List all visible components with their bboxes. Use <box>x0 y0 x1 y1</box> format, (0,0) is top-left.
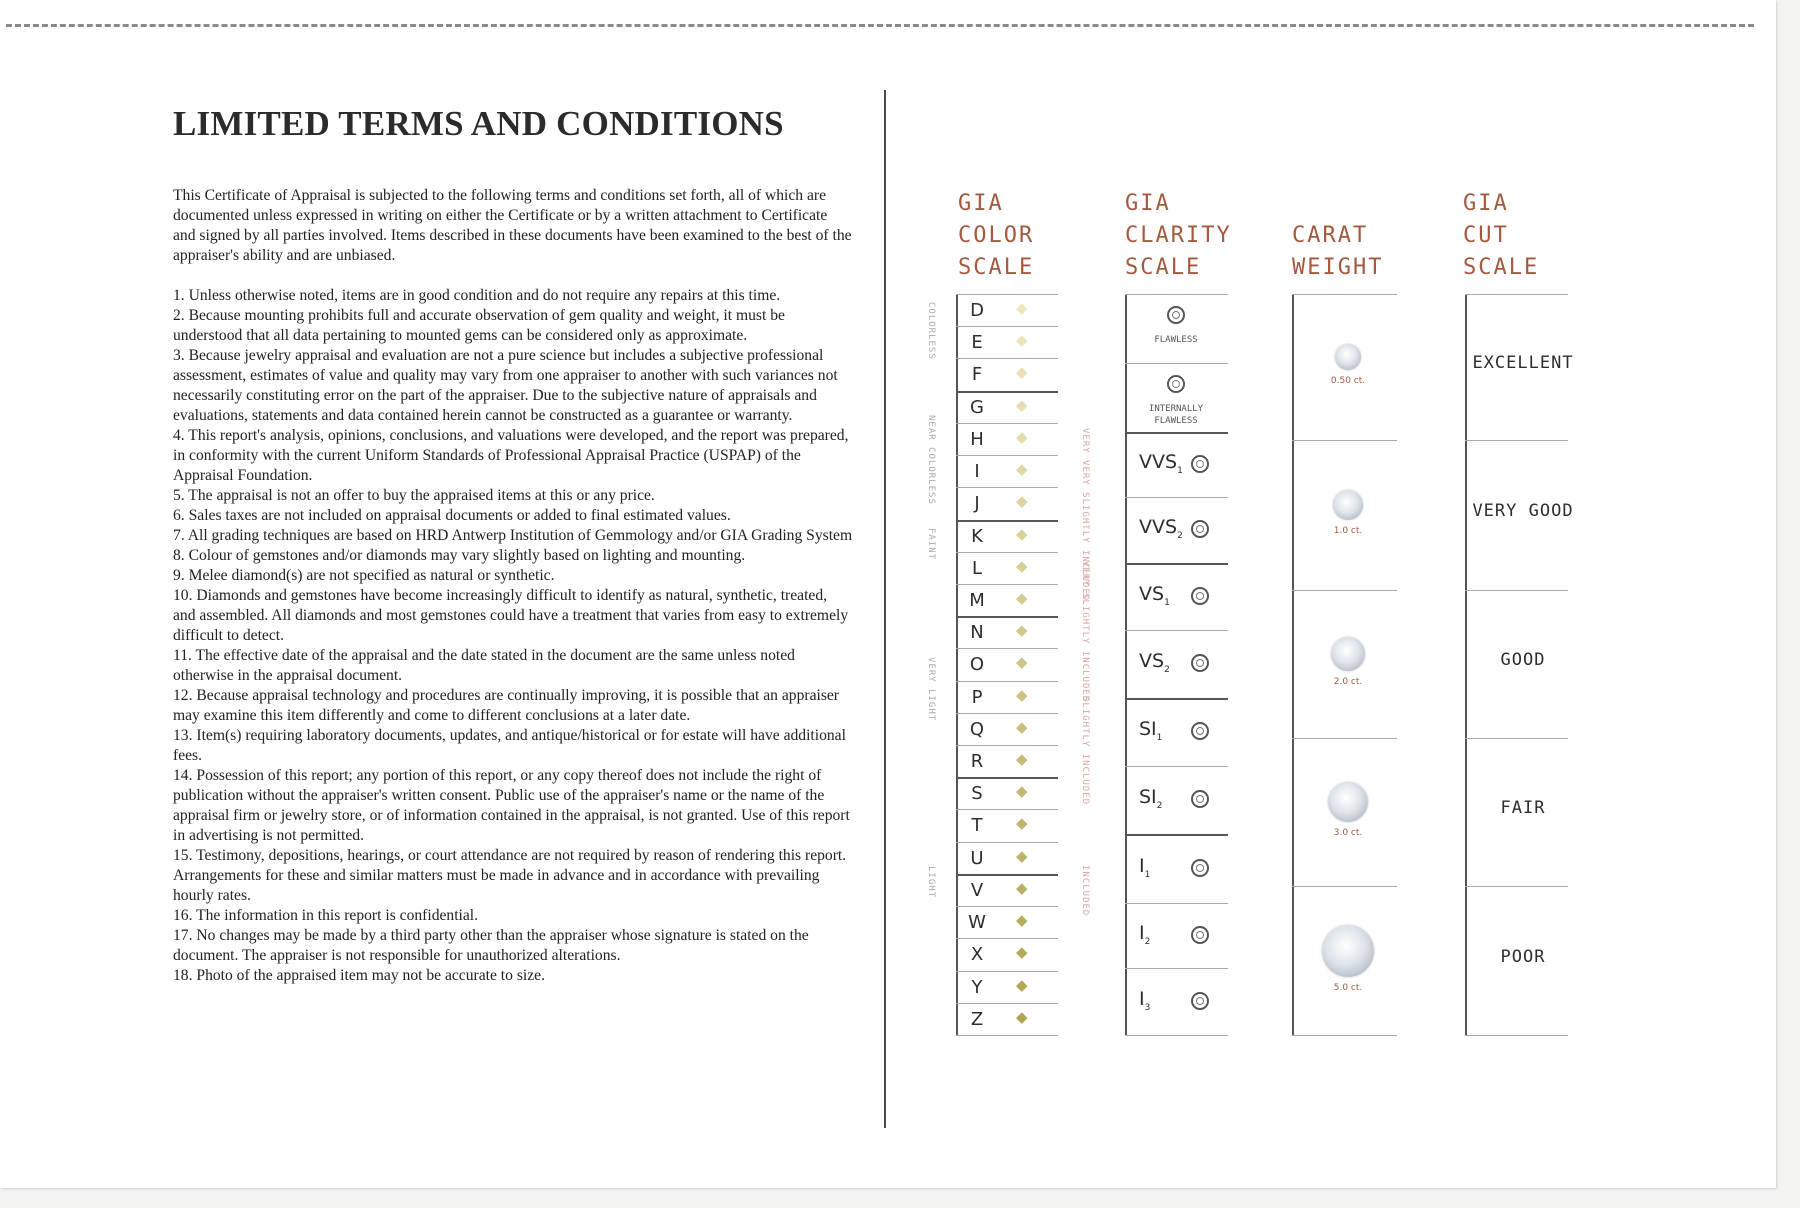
terms-item: 14. Possession of this report; any portion of this report, or any copy thereof does not include the right of publication without the appraiser's written consent. Public use of the appraiser's name or the name of the appraisal firm or jewelry store, or of information contained in the appraisal, is not granted. Use of this report in advertising is not permitted. <box>173 767 850 844</box>
color-group-label: COLORLESS <box>926 302 936 361</box>
terms-list <box>173 286 853 986</box>
carat-diamond-icon <box>1335 344 1361 370</box>
terms-item: 17. No changes may be made by a third party other than the appraiser whose signature is stated on the document. The appraiser is not responsible for unauthorized alterations. <box>173 927 809 964</box>
color-row-line <box>956 777 1058 779</box>
color-gem-icon: ◆ <box>1016 655 1028 672</box>
color-row-line <box>956 971 1058 972</box>
clarity-grade-sub: 1 <box>1156 732 1163 743</box>
color-grade-n: N <box>970 622 984 644</box>
clarity-diamond-icon <box>1191 587 1209 605</box>
clarity-diamond-icon <box>1191 455 1209 473</box>
cut-grade-label: GOOD <box>1500 650 1546 670</box>
color-grade-w: W <box>968 912 986 934</box>
cut-scale-title-line: GIA <box>1463 191 1509 216</box>
clarity-row-line <box>1125 903 1228 904</box>
terms-item: 12. Because appraisal technology and procedures are continually improving, it is possible that an appraiser may examine this item differently and come to different conclusions at a later date. <box>173 687 840 724</box>
terms-intro: This Certificate of Appraisal is subjected to the following terms and conditions set forth, all of which are documented unless expressed in writing on either the Certificate or by a written attachment to Certificate and signed by all parties involved. Items described in these documents have been examined to the best of the appraiser's ability and are unbiased. <box>173 187 852 264</box>
carat-column-line <box>1292 294 1294 1035</box>
color-grade-i: I <box>974 461 980 483</box>
perforation-line <box>6 24 1754 27</box>
cut-grade-label: FAIR <box>1500 798 1546 818</box>
color-gem-icon: ◆ <box>1016 301 1028 317</box>
color-gem-icon: ◆ <box>1016 719 1028 736</box>
color-grade-m: M <box>969 589 985 611</box>
clarity-grade-main: I <box>1139 854 1145 877</box>
color-group-label: VERY LIGHT <box>926 656 936 721</box>
terms-item: 5. The appraisal is not an offer to buy the appraised items at this or any price. <box>173 487 655 504</box>
color-row-line <box>956 809 1058 810</box>
color-gem-icon: ◆ <box>1016 526 1028 543</box>
clarity-row-line <box>1125 497 1228 498</box>
color-row-line <box>956 874 1058 876</box>
terms-section <box>173 104 853 986</box>
clarity-diamond-icon <box>1191 992 1209 1010</box>
clarity-group-label: VERY VERY SLIGHTLY INCLUDED <box>1080 427 1090 601</box>
color-row-line <box>956 616 1058 618</box>
carat-weight-label: 2.0 ct. <box>1333 677 1363 687</box>
color-grade-x: X <box>970 944 984 966</box>
clarity-scale-title-line: CLARITY <box>1125 223 1232 248</box>
terms-item: 11. The effective date of the appraisal and the date stated in the document are the same unless noted otherwise in the appraisal document. <box>173 647 795 684</box>
color-gem-icon: ◆ <box>1016 1009 1028 1026</box>
color-row-line <box>956 294 1058 295</box>
carat-weight-title-line: WEIGHT <box>1292 255 1384 280</box>
color-gem-icon: ◆ <box>1016 590 1028 607</box>
carat-weight-title <box>1292 220 1383 284</box>
color-row-line <box>956 906 1058 907</box>
clarity-grade-si1 <box>1139 718 1162 743</box>
color-gem-icon: ◆ <box>1016 848 1028 865</box>
color-row-line <box>956 423 1058 424</box>
color-grade-v: V <box>970 879 984 901</box>
clarity-row-line <box>1125 630 1228 631</box>
terms-item: 15. Testimony, depositions, hearings, or court attendance are not required by reason of rendering this report. Arrangements for these and similar matters must be made in advance and in accordance with prevailing hourly rates. <box>173 847 847 904</box>
cut-grade-label: VERY GOOD <box>1472 501 1574 521</box>
color-gem-icon: ◆ <box>1016 365 1028 382</box>
color-grade-p: P <box>971 686 983 708</box>
clarity-scale-title-line: GIA <box>1125 191 1171 216</box>
clarity-grade-label: FLAWLESS <box>1154 335 1198 345</box>
clarity-grade-i1 <box>1139 855 1150 880</box>
clarity-grade-sub: 2 <box>1164 664 1170 675</box>
carat-row-line <box>1292 440 1397 441</box>
cut-row-line <box>1465 1035 1568 1036</box>
clarity-grade-main: VS <box>1139 650 1165 672</box>
color-grade-q: Q <box>969 718 985 740</box>
clarity-grade-label: INTERNALLY FLAWLESS <box>1148 404 1204 426</box>
cut-scale-title-line: CUT <box>1463 223 1509 248</box>
color-row-line <box>956 648 1058 649</box>
color-grade-k: K <box>971 525 983 547</box>
clarity-grade-sub: 1 <box>1164 597 1170 608</box>
color-group-label: FAINT <box>926 527 936 560</box>
carat-row-line <box>1292 294 1397 295</box>
color-row-line <box>956 487 1058 488</box>
clarity-grade-i2 <box>1139 922 1150 947</box>
cut-row-line <box>1465 294 1568 295</box>
color-grade-j: J <box>974 493 980 515</box>
color-grade-l: L <box>971 557 983 579</box>
cut-row-line <box>1465 440 1568 441</box>
color-grade-g: G <box>970 396 984 418</box>
cut-scale-title <box>1463 188 1539 284</box>
clarity-grade-main: VS <box>1139 582 1165 605</box>
clarity-grade-main: VVS <box>1139 450 1178 473</box>
cut-grade-label: POOR <box>1500 946 1546 967</box>
color-row-line <box>956 552 1058 553</box>
color-grade-t: T <box>971 815 983 837</box>
clarity-diamond-icon <box>1191 722 1209 740</box>
terms-item: 3. Because jewelry appraisal and evaluation are not a pure science but includes a subjective professional assessment, estimates of value and quality may vary from one appraiser to another with such variances not necessarily constituting error on the part of the appraiser. Due to the subjective nature of appraisals and evaluations, statements and data contained herein cannot be constructed as a guarantee or warranty. <box>173 347 838 424</box>
clarity-grade-vs1 <box>1139 583 1170 608</box>
clarity-grade-sub: 3 <box>1144 1002 1151 1013</box>
color-grade-r: R <box>970 751 984 773</box>
clarity-row-line <box>1125 698 1228 700</box>
clarity-grade-i3 <box>1139 988 1150 1013</box>
cut-row-line <box>1465 886 1568 887</box>
carat-row-line <box>1292 1035 1397 1036</box>
carat-weight-label: 0.50 ct. <box>1330 376 1366 386</box>
clarity-grade-main: SI <box>1139 718 1157 740</box>
clarity-row-line <box>1125 363 1228 364</box>
color-grade-e: E <box>971 332 983 354</box>
carat-diamond-icon <box>1333 490 1363 520</box>
clarity-diamond-icon <box>1191 520 1209 538</box>
carat-weight-label: 5.0 ct. <box>1333 982 1363 993</box>
clarity-row-line <box>1125 968 1228 969</box>
clarity-grade-sub: 2 <box>1156 800 1163 811</box>
color-gem-icon: ◆ <box>1016 913 1028 930</box>
color-grade-o: O <box>969 654 985 676</box>
clarity-row-line <box>1125 834 1228 836</box>
color-column-line <box>956 294 958 1035</box>
clarity-diamond-icon <box>1191 859 1209 877</box>
clarity-row-line <box>1125 766 1228 767</box>
color-row-line <box>956 358 1058 359</box>
color-gem-icon: ◆ <box>1016 880 1028 897</box>
color-row-line <box>956 391 1058 393</box>
clarity-scale-title <box>1125 188 1232 284</box>
terms-item: 18. Photo of the appraised item may not be accurate to size. <box>173 967 545 984</box>
color-grade-d: D <box>970 300 984 321</box>
clarity-grade-main: I <box>1139 987 1145 1010</box>
clarity-group-label: VERY SLIGHTLY INCLUDED <box>1080 560 1090 702</box>
clarity-row-line <box>1125 563 1228 565</box>
carat-diamond-icon <box>1331 637 1365 671</box>
clarity-grade-vs2 <box>1139 650 1170 675</box>
color-gem-icon: ◆ <box>1016 397 1028 414</box>
color-gem-icon: ◆ <box>1016 687 1028 704</box>
clarity-diamond-icon <box>1191 790 1209 808</box>
carat-row-line <box>1292 590 1397 591</box>
carat-diamond-icon <box>1328 782 1368 822</box>
cut-scale-title-line: SCALE <box>1463 255 1540 280</box>
color-row-line <box>956 938 1058 939</box>
cut-row-line <box>1465 738 1568 739</box>
color-scale-title-line: COLOR <box>958 223 1035 248</box>
carat-row-line <box>1292 738 1397 739</box>
color-grade-f: F <box>971 364 983 386</box>
clarity-grade-sub: 2 <box>1177 530 1183 541</box>
clarity-grade-main: VVS <box>1139 516 1178 538</box>
terms-item: 16. The information in this report is confidential. <box>173 907 479 924</box>
terms-item: 8. Colour of gemstones and/or diamonds may vary slightly based on lighting and mounting. <box>173 547 746 564</box>
clarity-row-line <box>1125 432 1228 434</box>
cut-column-line <box>1465 294 1467 1035</box>
clarity-grade-sub: 1 <box>1144 869 1151 880</box>
color-gem-icon: ◆ <box>1016 494 1028 511</box>
terms-item: 1. Unless otherwise noted, items are in good condition and do not require any repairs at this time. <box>173 287 781 304</box>
clarity-diamond-icon <box>1167 375 1185 393</box>
color-group-label: LIGHT <box>926 866 936 899</box>
color-row-line <box>956 1003 1058 1004</box>
clarity-grade-main: SI <box>1139 786 1157 808</box>
color-gem-icon: ◆ <box>1016 558 1028 575</box>
color-grade-s: S <box>971 783 983 805</box>
carat-diamond-icon <box>1322 925 1374 977</box>
color-gem-icon: ◆ <box>1016 429 1028 446</box>
clarity-diamond-icon <box>1191 926 1209 944</box>
color-grade-h: H <box>970 428 984 450</box>
carat-weight-label: 1.0 ct. <box>1333 526 1363 536</box>
clarity-diamond-icon <box>1191 654 1209 672</box>
color-row-line <box>956 584 1058 585</box>
terms-item: 7. All grading techniques are based on HRD Antwerp Institution of Gemmology and/or GIA Grading System <box>173 527 853 544</box>
color-grade-u: U <box>970 847 984 869</box>
cut-row-line <box>1465 590 1568 591</box>
color-row-line <box>956 713 1058 714</box>
color-gem-icon: ◆ <box>1016 977 1028 994</box>
color-scale-title <box>958 188 1034 284</box>
clarity-group-label: INCLUDED <box>1080 864 1090 916</box>
terms-item: 6. Sales taxes are not included on appraisal documents or added to final estimated values. <box>173 507 731 524</box>
carat-weight-title-line: CARAT <box>1292 223 1369 248</box>
color-row-line <box>956 520 1058 522</box>
carat-weight-label: 3.0 ct. <box>1333 828 1363 838</box>
color-scale-title-line: GIA <box>958 191 1004 216</box>
clarity-grade-main: I <box>1139 921 1145 944</box>
clarity-grade-si2 <box>1139 786 1162 811</box>
color-grade-z: Z <box>970 1008 984 1030</box>
color-gem-icon: ◆ <box>1016 945 1028 962</box>
color-gem-icon: ◆ <box>1016 816 1028 833</box>
clarity-grade-vvs2 <box>1139 516 1183 541</box>
clarity-grade-vvs1 <box>1139 451 1183 476</box>
cut-grade-label: EXCELLENT <box>1472 353 1574 373</box>
clarity-diamond-icon <box>1167 306 1185 324</box>
color-gem-icon: ◆ <box>1016 784 1028 801</box>
terms-item: 2. Because mounting prohibits full and accurate observation of gem quality and weight, it must be understood that all data pertaining to mounted gems can be considered only as approximate. <box>173 307 785 344</box>
color-row-line <box>956 326 1058 327</box>
color-grade-y: Y <box>971 976 983 998</box>
color-row-line <box>956 842 1058 843</box>
clarity-scale-title-line: SCALE <box>1125 255 1202 280</box>
terms-item: 10. Diamonds and gemstones have become increasingly difficult to identify as natural, synthetic, treated, and assembled. All diamonds and most gemstones could have a treatment that varies from easy to extremely difficult to detect. <box>173 587 849 644</box>
color-gem-icon: ◆ <box>1016 623 1028 640</box>
color-gem-icon: ◆ <box>1016 462 1028 479</box>
color-row-line <box>956 681 1058 682</box>
color-gem-icon: ◆ <box>1016 752 1028 769</box>
color-gem-icon: ◆ <box>1016 333 1028 350</box>
color-scale-title-line: SCALE <box>958 255 1035 280</box>
center-divider <box>884 90 886 1128</box>
terms-item: 4. This report's analysis, opinions, conclusions, and valuations were developed, and the report was prepared, in conformity with the current Uniform Standards of Professional Appraisal Practice (USPAP) of the Appraisal Foundation. <box>173 427 849 484</box>
clarity-grade-sub: 2 <box>1144 936 1151 947</box>
clarity-group-label: SLIGHTLY INCLUDED <box>1080 696 1090 806</box>
color-row-line <box>956 745 1058 746</box>
carat-row-line <box>1292 886 1397 887</box>
terms-item: 9. Melee diamond(s) are not specified as natural or synthetic. <box>173 567 555 584</box>
clarity-row-line <box>1125 1035 1228 1036</box>
color-row-line <box>956 1035 1058 1036</box>
terms-heading: LIMITED TERMS AND CONDITIONS <box>173 104 784 143</box>
clarity-grade-sub: 1 <box>1177 465 1183 476</box>
terms-item: 13. Item(s) requiring laboratory documents, updates, and antique/historical or for estate will have additional fees. <box>173 727 846 764</box>
clarity-row-line <box>1125 294 1228 295</box>
color-group-label: NEAR COLORLESS <box>926 415 936 505</box>
color-row-line <box>956 455 1058 456</box>
